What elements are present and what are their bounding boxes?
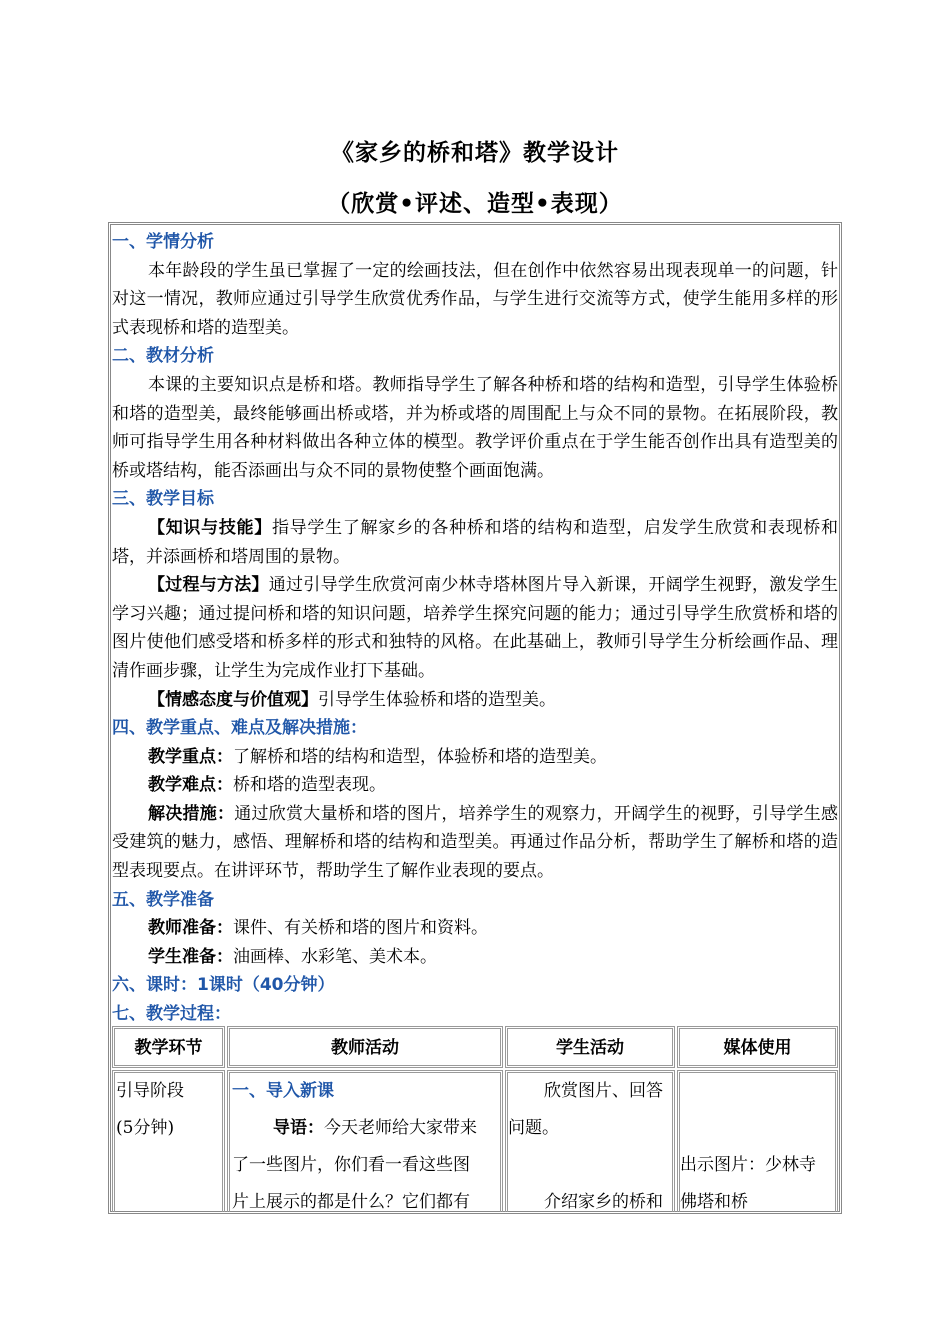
difficulty-label: 教学难点： xyxy=(148,775,233,796)
section-text-1: 本年龄段的学生虽已掌握了一定的绘画技法，但在创作中依然容易出现表现单一的问题，针对这一情况，教师应通过引导学生欣赏优秀作品，与学生进行交流等方式，使学生能用多样的形式表现桥和塔的造型美。 xyxy=(112,260,838,338)
teacher-line-4: 片上展示的都是什么？它们都有 xyxy=(232,1192,470,1212)
document-subtitle: （欣赏•评述、造型•表现） xyxy=(327,191,623,217)
focus-label: 教学重点： xyxy=(148,746,233,767)
table-cell-teacher xyxy=(227,1070,503,1212)
goal-process-label: 【过程与方法】 xyxy=(148,575,269,596)
document-title: 《家乡的桥和塔》教学设计 xyxy=(331,140,619,166)
student-line-2: 问题。 xyxy=(508,1118,559,1138)
difficulty-text: 桥和塔的造型表现。 xyxy=(233,775,386,796)
difficulty-item xyxy=(112,771,838,800)
teacher-prep-text: 课件、有关桥和塔的图片和资料。 xyxy=(233,918,488,939)
goal-process-text: 通过引导学生欣赏河南少林寺塔林图片导入新课，开阔学生视野，激发学生学习兴趣；通过提问桥和塔的知识问题，培养学生探究问题的能力；通过引导学生欣赏桥和塔的图片使他们感受塔和桥多样的形式和独特的风格。在此基础上，教师引导学生分析绘画作品、理清作画步骤，让学生为完成作业打下基础。 xyxy=(112,575,839,681)
section-heading-1: 一、学情分析 xyxy=(112,232,214,252)
section-heading-4: 四、教学重点、难点及解决措施： xyxy=(112,718,367,739)
solution-text: 通过欣赏大量桥和塔的图片，培养学生的观察力，开阔学生的视野，引导学生感受建筑的魅力，感悟、理解桥和塔的结构和造型美。再通过作品分析，帮助学生了解桥和塔的造型表现要点。在讲评环节，帮助学生了解作业表现的要点。 xyxy=(112,803,839,882)
section-heading-6: 六、课时：1课时（40分钟） xyxy=(112,975,335,996)
stage-duration: (5分钟) xyxy=(116,1118,175,1138)
media-line-4: 佛塔和桥 xyxy=(680,1192,748,1212)
section-text-2: 本课的主要知识点是桥和塔。教师指导学生了解各种桥和塔的结构和造型，引导学生体验桥和塔的造型美，最终能够画出桥或塔，并为桥或塔的周围配上与众不同的景物。在拓展阶段，教师可指导学生用各种材料做出各种立体的模型。教学评价重点在于学生能否创作出具有造型美的桥或塔结构，能否添画出与众不同的景物使整个画面饱满。 xyxy=(112,374,838,481)
table-header-media: 媒体使用 xyxy=(677,1026,838,1068)
media-line-3: 出示图片：少林寺 xyxy=(680,1155,816,1175)
goal-process xyxy=(112,571,838,685)
table-header-stage: 教学环节 xyxy=(112,1026,225,1068)
section-heading-5: 五、教学准备 xyxy=(112,889,214,910)
focus-item xyxy=(112,743,838,772)
goal-emotion-text: 引导学生体验桥和塔的造型美。 xyxy=(318,689,556,710)
goal-knowledge-text: 指导学生了解家乡的各种桥和塔的结构和造型，启发学生欣赏和表现桥和塔，并添画桥和塔周围的景物。 xyxy=(112,517,839,567)
goal-emotion xyxy=(112,686,838,715)
stage-name: 引导阶段 xyxy=(116,1081,184,1101)
teacher-intro-label: 导语： xyxy=(273,1118,324,1138)
teacher-intro-text: 今天老师给大家带来 xyxy=(324,1118,477,1138)
teacher-line-3: 了一些图片，你们看一看这些图 xyxy=(232,1155,470,1175)
table-cell-media xyxy=(677,1070,838,1212)
teacher-intro xyxy=(273,1110,477,1148)
table-cell-student xyxy=(505,1070,675,1212)
goal-emotion-label: 【情感态度与价值观】 xyxy=(148,689,318,710)
table-header-student: 学生活动 xyxy=(505,1026,675,1068)
student-prep-label: 学生准备： xyxy=(148,946,233,967)
teacher-step-heading: 一、导入新课 xyxy=(232,1081,334,1101)
goal-knowledge-label: 【知识与技能】 xyxy=(148,517,272,538)
process-table xyxy=(112,1026,838,1212)
student-line-1: 欣赏图片、回答 xyxy=(544,1081,663,1101)
teacher-prep-item xyxy=(112,914,838,943)
goal-knowledge xyxy=(112,514,838,571)
student-line-4: 介绍家乡的桥和 xyxy=(544,1192,663,1212)
table-header-teacher: 教师活动 xyxy=(227,1026,503,1068)
focus-text: 了解桥和塔的结构和造型，体验桥和塔的造型美。 xyxy=(233,746,607,767)
student-prep-item xyxy=(112,943,838,972)
content-body xyxy=(112,228,838,1029)
teacher-prep-label: 教师准备： xyxy=(148,918,233,939)
section-heading-2: 二、教材分析 xyxy=(112,346,214,367)
section-heading-3: 三、教学目标 xyxy=(112,489,214,510)
table-cell-stage xyxy=(112,1070,225,1212)
solution-item xyxy=(112,800,838,886)
student-prep-text: 油画棒、水彩笔、美术本。 xyxy=(233,946,437,967)
solution-label: 解决措施： xyxy=(148,803,235,824)
section-heading-7: 七、教学过程： xyxy=(112,1004,231,1025)
